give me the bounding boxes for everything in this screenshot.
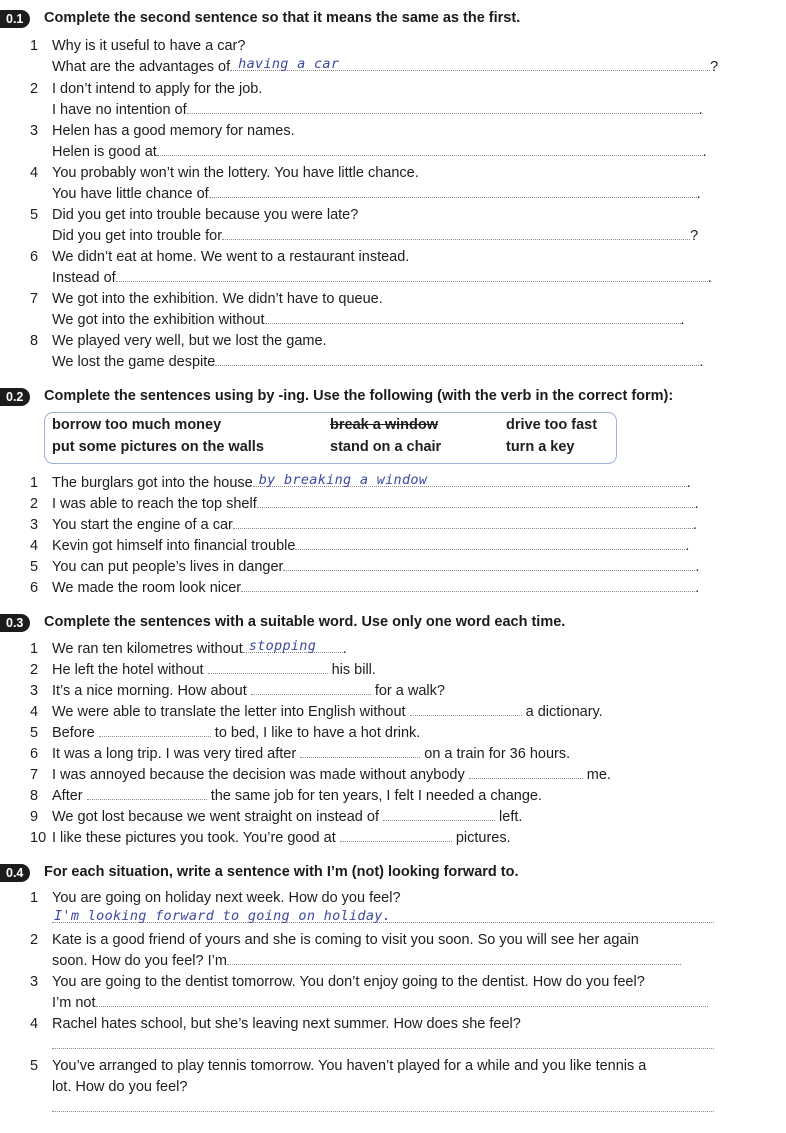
word-box-item: stand on a chair	[330, 439, 442, 455]
answer-line: soon. How do you feel? I’m	[52, 952, 681, 970]
answer-blank[interactable]	[208, 661, 328, 674]
exercise-heading: For each situation, write a sentence with I’m (not) looking forward to.	[44, 864, 519, 880]
word-box-item: put some pictures on the walls	[52, 439, 264, 455]
answer-line: Instead of .	[52, 270, 712, 286]
answer-blank[interactable]	[96, 994, 708, 1007]
exercise-heading: Complete the second sentence so that it means the same as the first.	[44, 10, 521, 26]
question-item: 5 Before to bed, I like to have a hot drink.	[30, 725, 421, 741]
answer-blank[interactable]	[99, 724, 211, 737]
answer-blank[interactable]	[265, 311, 681, 324]
answer-blank[interactable]	[283, 558, 695, 571]
answer-blank[interactable]	[215, 353, 699, 366]
question-item: 1 Why is it useful to have a car?	[30, 38, 246, 54]
answer-blank[interactable]	[469, 766, 583, 779]
answer-blank[interactable]	[233, 516, 693, 529]
exercise-heading: Complete the sentences using by -ing. Use the following (with the verb in the correct form):	[44, 388, 674, 404]
answer-blank[interactable]: having a car	[230, 58, 710, 71]
answer-blank[interactable]	[251, 682, 371, 695]
answer-blank[interactable]	[300, 745, 420, 758]
word-box-item: drive too fast	[506, 417, 598, 433]
question-item: 3 You start the engine of a car .	[30, 517, 697, 533]
question-line-continued: lot. How do you feel?	[52, 1079, 188, 1095]
answer-line: We got into the exhibition without .	[52, 312, 685, 328]
question-item: 6 We didn’t eat at home. We went to a restaurant instead.	[30, 249, 410, 265]
answer-line: I’m not	[52, 994, 708, 1012]
answer-blank[interactable]	[187, 101, 699, 114]
question-item: 5 Did you get into trouble because you were late?	[30, 207, 359, 223]
answer-line	[52, 1099, 714, 1117]
answer-blank[interactable]	[52, 1036, 714, 1049]
answer-blank[interactable]	[87, 787, 207, 800]
question-item: 3 It’s a nice morning. How about for a walk?	[30, 683, 445, 699]
word-box-item: borrow too much money	[52, 417, 222, 433]
question-item: 4 We were able to translate the letter into English without a dictionary.	[30, 704, 603, 720]
question-item: 8 After the same job for ten years, I felt I needed a change.	[30, 788, 542, 804]
answer-line: Helen is good at .	[52, 144, 707, 160]
question-item: 1 You are going on holiday next week. How do you feel?	[30, 890, 401, 906]
question-item: 4 You probably won’t win the lottery. You have little chance.	[30, 165, 419, 181]
question-item: 4 Kevin got himself into financial trouble .	[30, 538, 690, 554]
answer-line: You have little chance of .	[52, 186, 701, 202]
question-item: 7 I was annoyed because the decision was made without anybody me.	[30, 767, 611, 783]
answer-blank[interactable]	[116, 269, 708, 282]
question-item: 6 We made the room look nicer .	[30, 580, 700, 596]
answer-blank[interactable]	[227, 952, 681, 965]
exercise-number-badge: 0.3	[0, 614, 30, 632]
exercise-number-badge: 0.4	[0, 864, 30, 882]
answer-blank[interactable]: by breaking a window	[253, 474, 687, 487]
question-item: 2 He left the hotel without his bill.	[30, 662, 376, 678]
question-item: 10 I like these pictures you took. You’re good at pictures.	[30, 830, 511, 846]
answer-line: I have no intention of .	[52, 102, 703, 118]
question-item: 4 Rachel hates school, but she’s leaving next summer. How does she feel?	[30, 1016, 521, 1032]
answer-line: Did you get into trouble for ?	[52, 228, 699, 244]
answer-line	[52, 910, 714, 928]
question-item: 6 It was a long trip. I was very tired after on a train for 36 hours.	[30, 746, 571, 762]
answer-blank[interactable]	[52, 1099, 714, 1112]
question-item: 3 You are going to the dentist tomorrow. You don’t enjoy going to the dentist. How do you feel?	[30, 974, 645, 990]
word-box-item: turn a key	[506, 439, 575, 455]
answer-blank[interactable]: stopping	[243, 640, 343, 653]
word-box-item-used: break a window	[330, 417, 438, 433]
question-item: 3 Helen has a good memory for names.	[30, 123, 295, 139]
question-item: 1 The burglars got into the house by breaking a window .	[30, 472, 691, 491]
exercise-heading: Complete the sentences with a suitable word. Use only one word each time.	[44, 614, 566, 630]
answer-blank[interactable]	[295, 537, 685, 550]
question-item: 9 We got lost because we went straight on instead of left.	[30, 809, 523, 825]
question-item: 5 You’ve arranged to play tennis tomorrow. You haven’t played for a while and you like tennis a	[30, 1058, 647, 1074]
answer-blank[interactable]	[222, 227, 690, 240]
question-item: 8 We played very well, but we lost the game.	[30, 333, 327, 349]
answer-blank[interactable]	[257, 495, 695, 508]
answer-blank[interactable]	[410, 703, 522, 716]
answer-blank[interactable]	[241, 579, 695, 592]
answer-blank[interactable]	[340, 829, 452, 842]
answer-line	[52, 1036, 714, 1054]
question-item: 2 I don’t intend to apply for the job.	[30, 81, 263, 97]
exercise-number-badge: 0.2	[0, 388, 30, 406]
answer-blank[interactable]	[209, 185, 697, 198]
answer-blank[interactable]: I'm looking forward to going on holiday.	[52, 910, 714, 923]
answer-line: What are the advantages of having a car ?	[52, 56, 719, 75]
answer-blank[interactable]	[157, 143, 703, 156]
exercise-number-badge: 0.1	[0, 10, 30, 28]
answer-blank[interactable]	[383, 808, 495, 821]
question-item: 2 Kate is a good friend of yours and she is coming to visit you soon. So you will see her again	[30, 932, 639, 948]
word-box	[44, 412, 617, 464]
answer-line: We lost the game despite .	[52, 354, 704, 370]
question-item: 7 We got into the exhibition. We didn’t have to queue.	[30, 291, 383, 307]
question-item: 1 We ran ten kilometres without stopping .	[30, 638, 347, 657]
question-item: 2 I was able to reach the top shelf .	[30, 496, 699, 512]
question-item: 5 You can put people’s lives in danger .	[30, 559, 700, 575]
